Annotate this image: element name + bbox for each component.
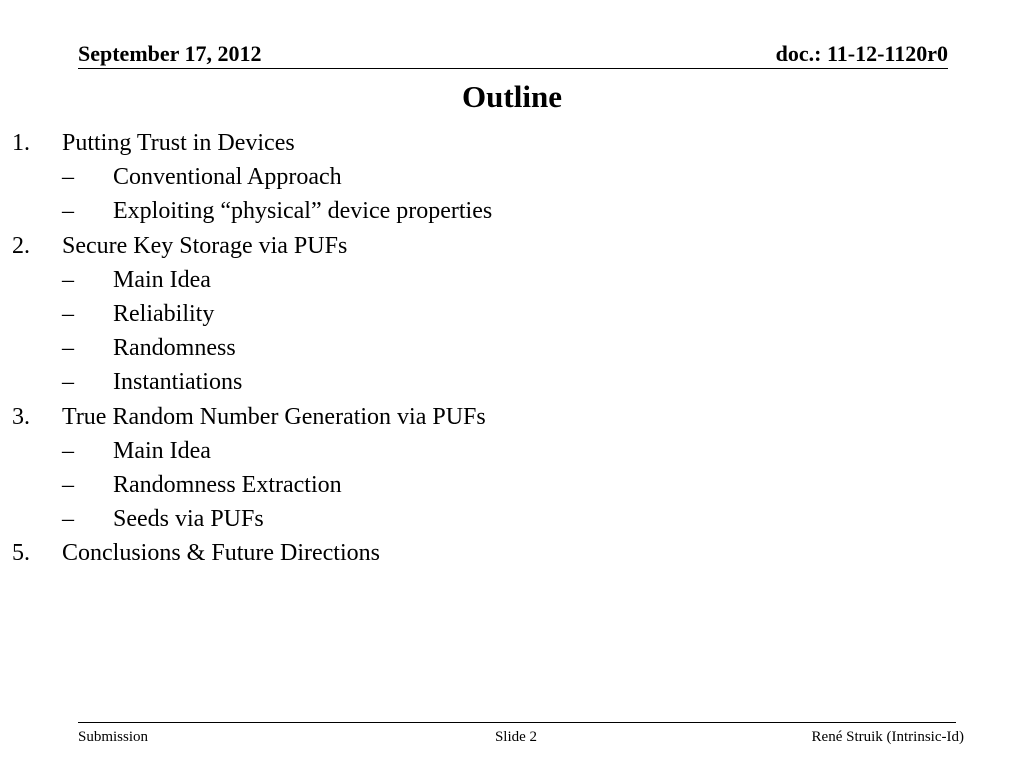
dash-bullet: – [62,198,74,225]
outline-item-text: Conventional Approach [113,164,342,191]
outline-subitem [0,468,1000,502]
section-number: 5. [12,540,30,567]
outline-section [0,536,1000,570]
footer-author: René Struik (Intrinsic-Id) [811,729,964,745]
outline-item-text: Conclusions & Future Directions [62,540,380,567]
outline-subitem [0,263,1000,297]
outline-item-text: Main Idea [113,266,211,293]
outline-item-text: Exploiting “physical” device properties [113,198,493,225]
outline-subitem [0,160,1000,194]
outline-item-text: Putting Trust in Devices [62,130,295,156]
dash-bullet: – [62,335,74,362]
slide-title: Outline [462,79,562,114]
dash-bullet: – [62,437,74,464]
section-number: 2. [12,232,30,259]
outline-item-text: Randomness [113,335,236,362]
footer-submission: Submission [78,729,149,745]
outline-item-text: True Random Number Generation via PUFs [62,403,486,430]
dash-bullet: – [62,471,74,498]
outline-subitem [0,331,1000,365]
dash-bullet: – [62,506,74,533]
outline-subitem [0,502,1000,536]
outline-subitem [0,365,1000,399]
dash-bullet: – [62,164,74,191]
outline-list [0,126,1000,570]
outline-item-text: Randomness Extraction [113,471,342,498]
outline-item-text: Main Idea [113,437,211,464]
dash-bullet: – [62,266,74,293]
outline-subitem [0,297,1000,331]
outline-item-text: Seeds via PUFs [113,506,264,533]
footer-slide-number: Slide 2 [494,729,538,745]
header-doc-id: doc.: 11-12-1120r0 [775,41,948,66]
dash-bullet: – [62,300,74,327]
outline-item-text: Secure Key Storage via PUFs [62,232,348,259]
outline-section [0,126,1000,160]
footer-divider [78,722,956,723]
header-date: September 17, 2012 [78,41,262,66]
section-number: 3. [12,403,30,430]
outline-item-text: Instantiations [113,369,243,396]
dash-bullet: – [62,369,74,396]
outline-subitem [0,434,1000,468]
header-divider [78,68,948,69]
outline-section [0,400,1000,434]
outline-subitem [0,194,1000,228]
outline-item-text: Reliability [113,300,215,327]
section-number: 1. [12,130,30,156]
outline-section [0,229,1000,263]
